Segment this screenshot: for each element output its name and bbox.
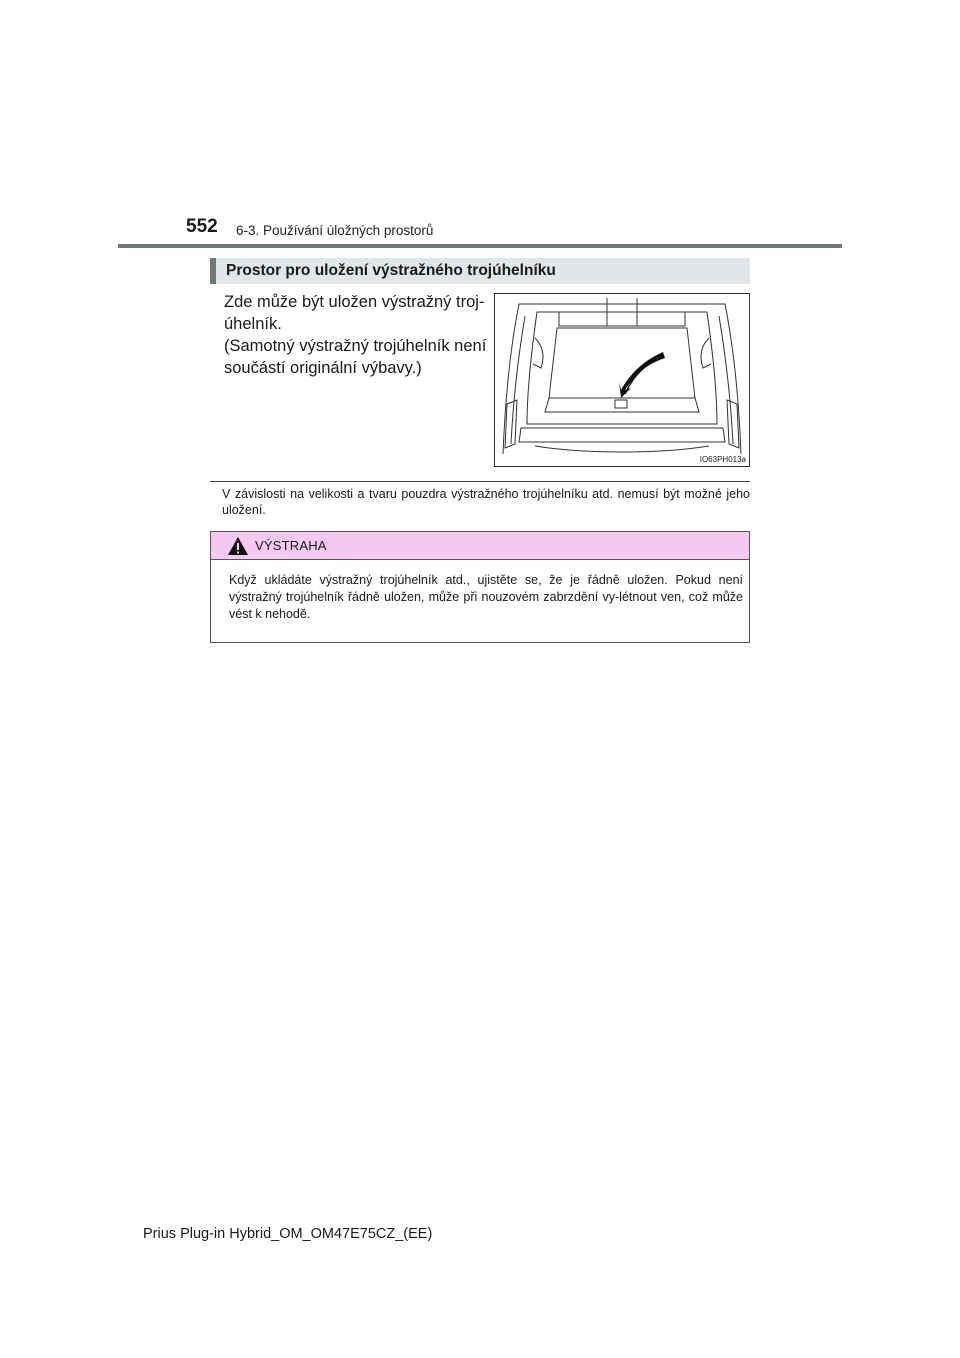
subsection-heading-text: Prostor pro uložení výstražného trojúhelníku bbox=[226, 262, 556, 279]
subsection-heading bbox=[210, 258, 750, 284]
warning-box bbox=[210, 531, 750, 643]
warning-title: VÝSTRAHA bbox=[255, 538, 327, 553]
warning-text: Když ukládáte výstražný trojúhelník atd., ujistěte se, že je řádně uložen. Pokud není výstražný trojúhelník řádně uložen, může při nouzovém zabrzdění vy-létnout ven, což může vést k nehodě. bbox=[229, 573, 743, 621]
warning-header bbox=[211, 532, 749, 560]
figure bbox=[494, 293, 750, 467]
page-number: 552 bbox=[186, 216, 218, 237]
section-title: 6-3. Používání úložných prostorů bbox=[236, 223, 434, 238]
warning-triangle-icon bbox=[227, 536, 249, 556]
footer-doc-id: Prius Plug-in Hybrid_OM_OM47E75CZ_(EE) bbox=[143, 1226, 433, 1242]
intro-line-1: Zde může být uložen výstražný troj-úhelník. bbox=[224, 293, 485, 333]
car-trunk-illustration bbox=[495, 294, 749, 466]
figure-code: IO63PH013a bbox=[699, 455, 746, 464]
header-rule bbox=[118, 244, 842, 248]
note-rule bbox=[210, 481, 750, 482]
note-text: V závislosti na velikosti a tvaru pouzdra výstražného trojúhelníku atd. nemusí být možné jeho uložení. bbox=[222, 487, 750, 517]
intro-text bbox=[224, 291, 489, 379]
intro-line-2: (Samotný výstražný trojúhelník není součástí originální výbavy.) bbox=[224, 337, 487, 377]
